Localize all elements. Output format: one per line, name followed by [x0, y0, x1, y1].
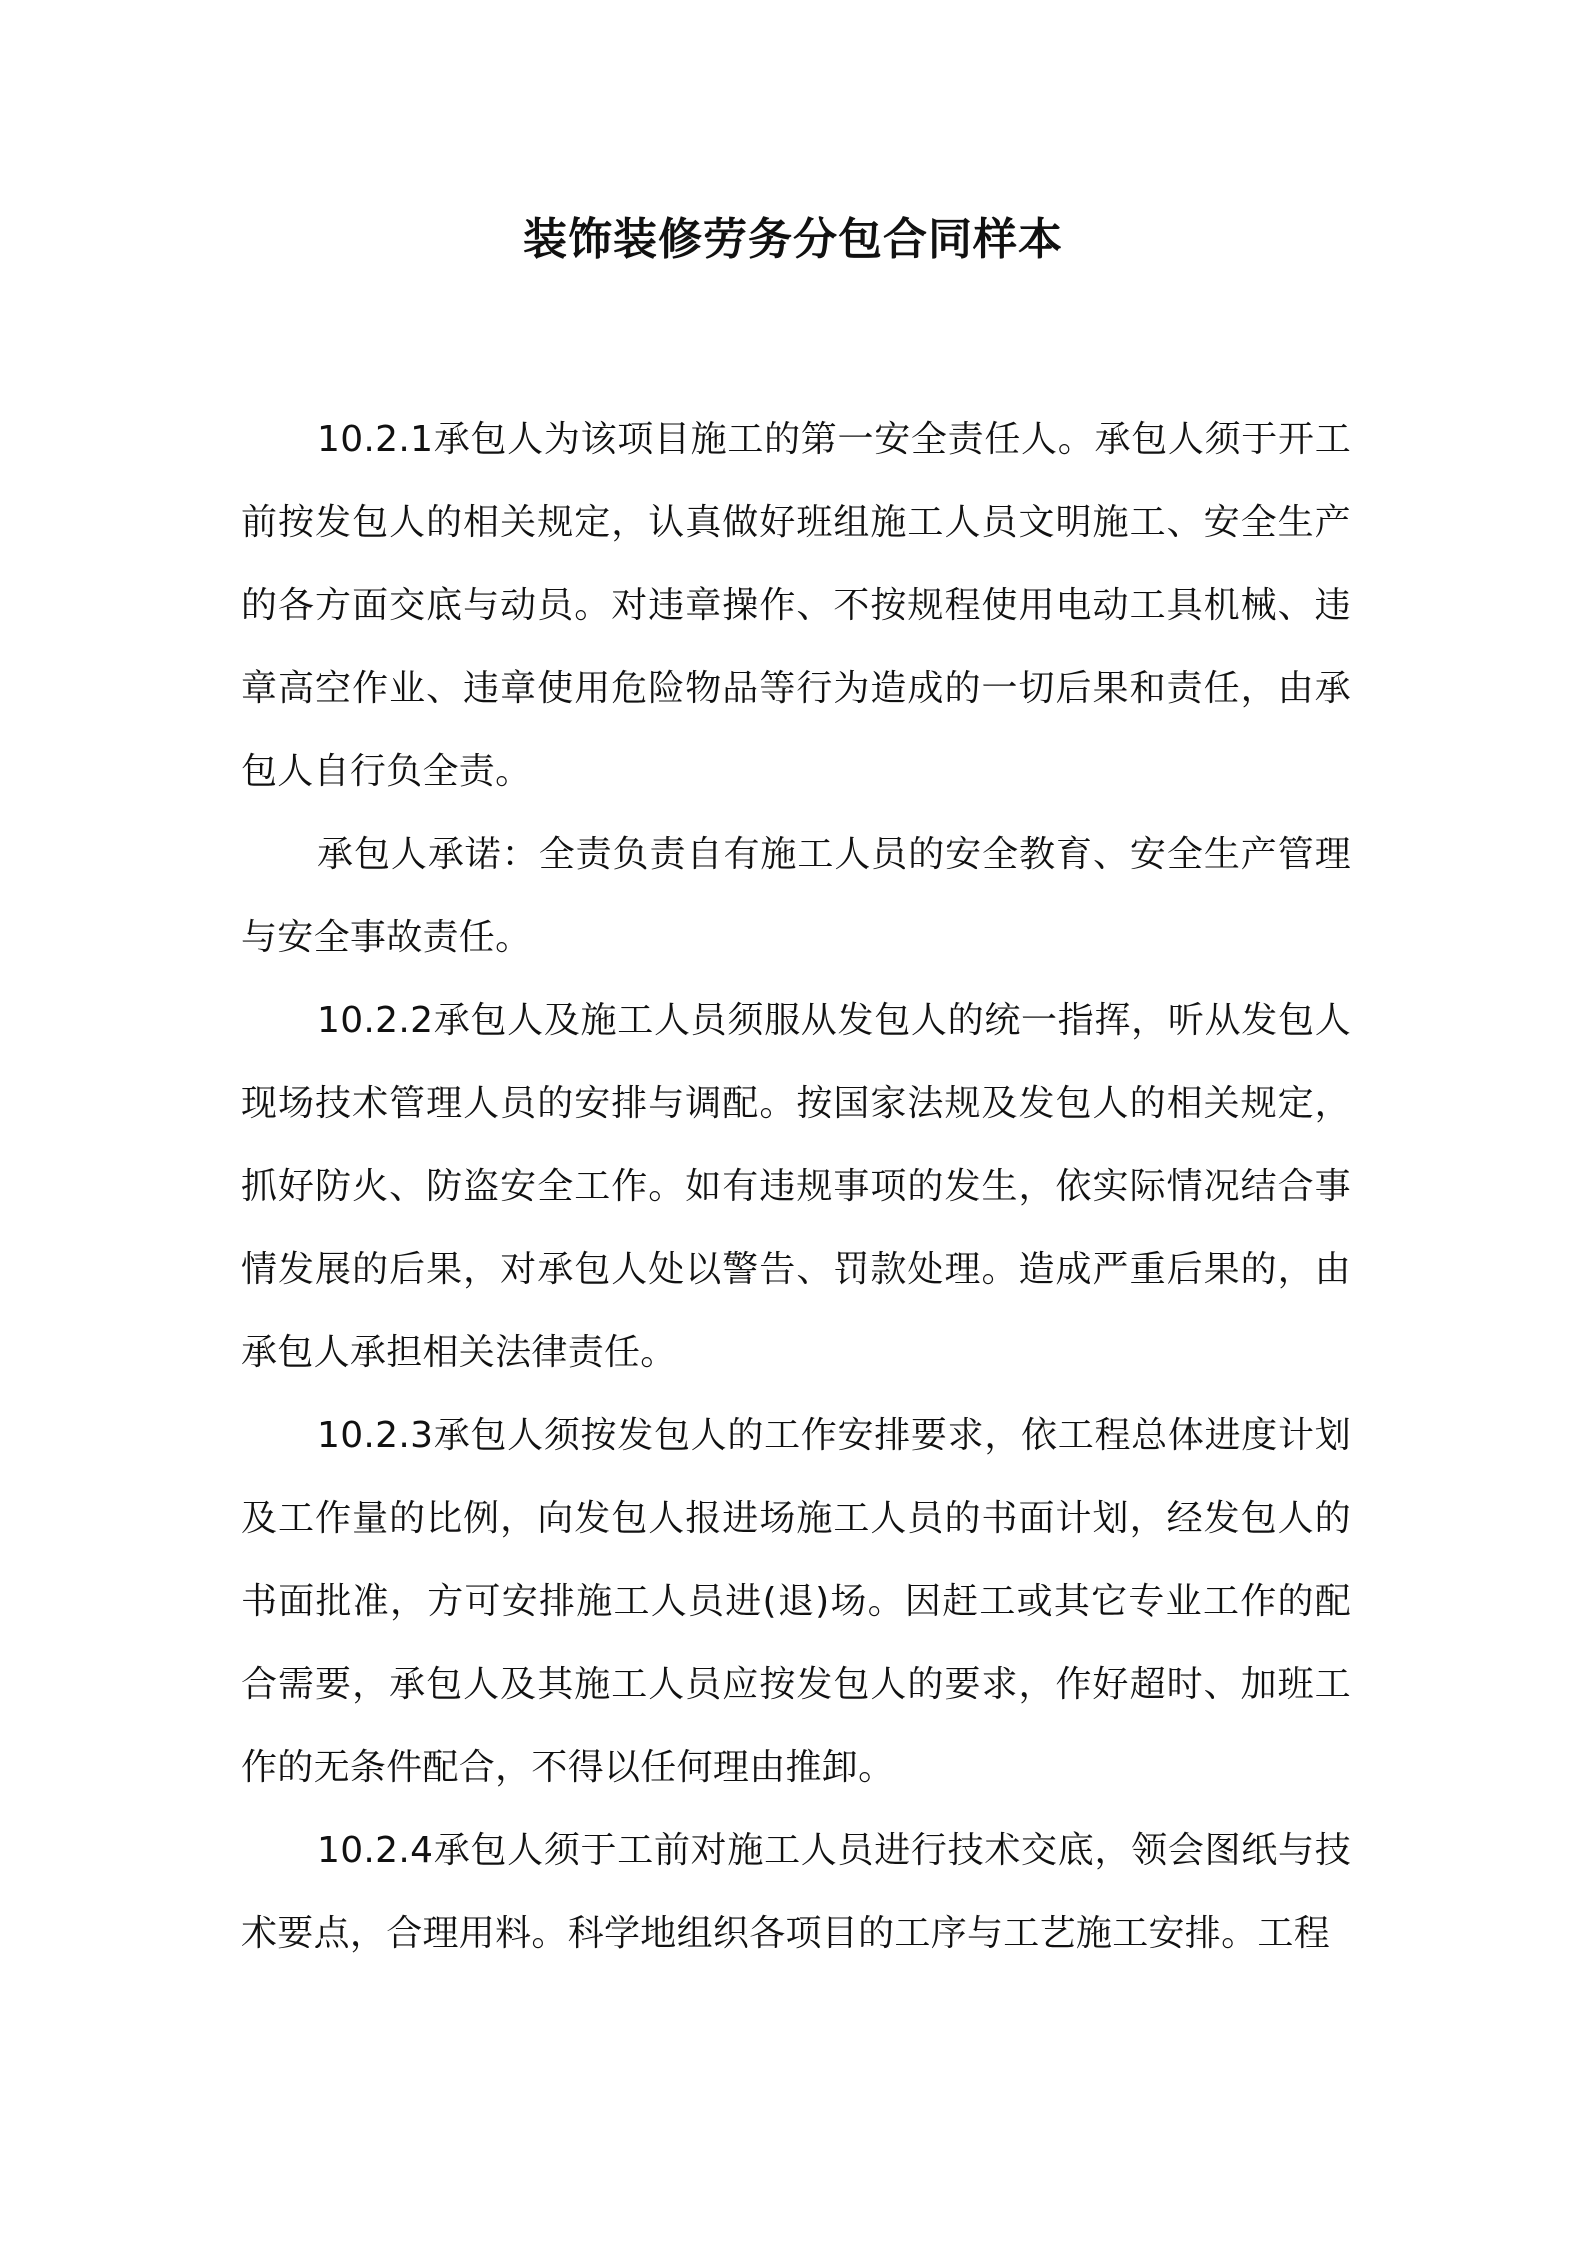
paragraph-10-2-2: 10.2.2承包人及施工人员须服从发包人的统一指挥，听从发包人现场技术管理人员的安排与调配。按国家法规及发包人的相关规定，抓好防火、防盗安全工作。如有违规事项的发生，依实际情况结合事情发展的后果，对承包人处以警告、罚款处理。造成严重后果的，由承包人承担相关法律责任。 — [241, 1000, 1351, 1373]
paragraph-10-2-3: 10.2.3承包人须按发包人的工作安排要求，依工程总体进度计划及工作量的比例，向发包人报进场施工人员的书面计划，经发包人的书面批准，方可安排施工人员进(退)场。因赶工或其它专业工作的配合需要，承包人及其施工人员应按发包人的要求，作好超时、加班工作的无条件配合，不得以任何理由推卸。 — [241, 1415, 1351, 1788]
document-title: 装饰装修劳务分包合同样本 — [523, 214, 1063, 265]
paragraph-commitment: 承包人承诺：全责负责自有施工人员的安全教育、安全生产管理与安全事故责任。 — [241, 834, 1351, 958]
paragraph-10-2-4: 10.2.4承包人须于工前对施工人员进行技术交底，领会图纸与技术要点，合理用料。科学地组织各项目的工序与工艺施工安排。工程 — [241, 1830, 1351, 1954]
paragraph-10-2-1: 10.2.1承包人为该项目施工的第一安全责任人。承包人须于开工前按发包人的相关规定，认真做好班组施工人员文明施工、安全生产的各方面交底与动员。对违章操作、不按规程使用电动工具机械、违章高空作业、违章使用危险物品等行为造成的一切后果和责任，由承包人自行负全责。 — [241, 419, 1351, 792]
document-body — [241, 398, 1351, 1975]
